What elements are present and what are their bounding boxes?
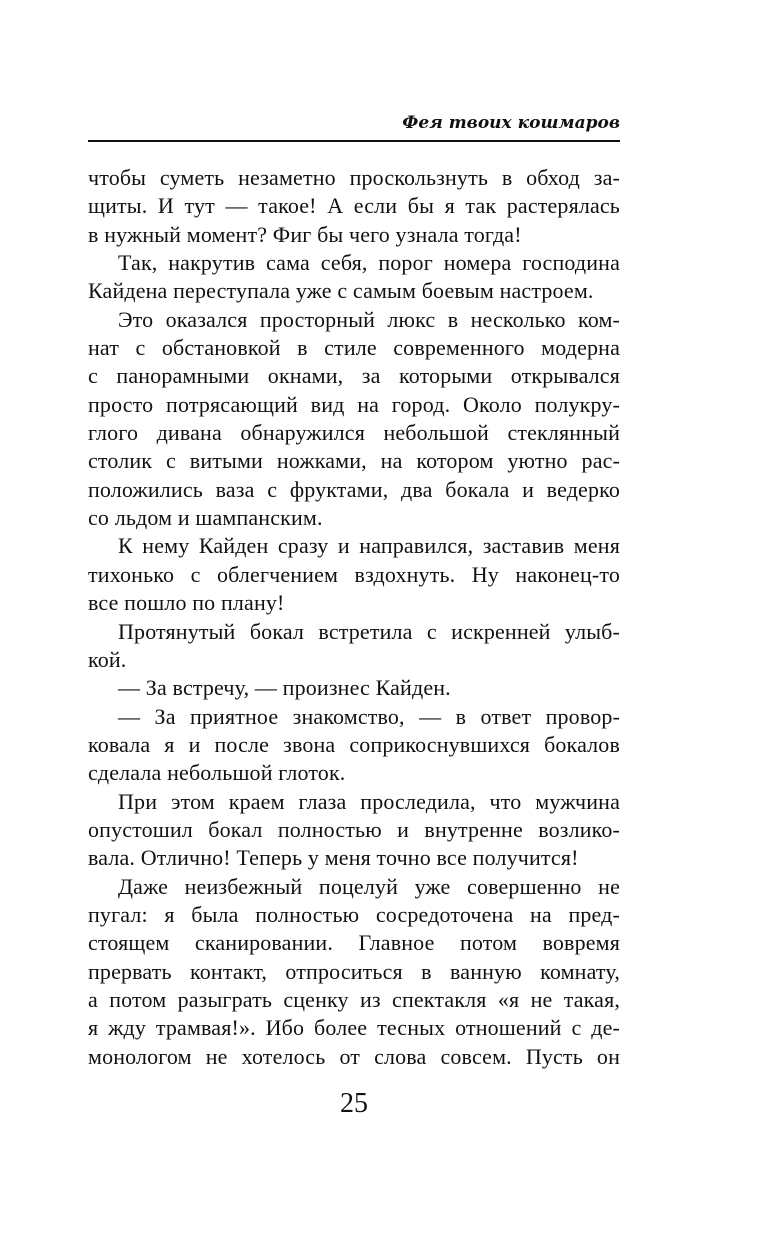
text-line: ковала я и после звона соприкоснувшихся бокалов: [88, 731, 620, 757]
text-line: а потом разыграть сценку из спектакля «я не такая,: [88, 986, 620, 1012]
text-line: сделала небольшой глоток.: [88, 760, 346, 786]
text-line: вала. Отлично! Теперь у меня точно все получится!: [88, 845, 579, 871]
text-line: стоящем сканировании. Главное потом вовремя: [88, 930, 620, 956]
text-line: положились ваза с фруктами, два бокала и ведерко: [88, 476, 620, 502]
body-text: [88, 164, 620, 1071]
text-line: прервать контакт, отпроситься в ванную комнату,: [88, 958, 620, 984]
text-line: К нему Кайден сразу и направился, заставив меня: [118, 533, 620, 559]
text-line: нат с обстановкой в стиле современного модерна: [88, 335, 620, 361]
text-line: монологом не хотелось от слова совсем. Пусть он: [88, 1043, 620, 1069]
text-line: столик с витыми ножками, на котором уютно рас-: [88, 448, 620, 474]
text-line: Кайдена переступала уже с самым боевым настроем.: [88, 278, 594, 304]
text-line: просто потрясающий вид на город. Около полукру-: [88, 391, 620, 417]
text-line: чтобы суметь незаметно проскользнуть в обход за-: [88, 165, 620, 190]
header-rule: [88, 140, 620, 142]
text-line: Так, накрутив сама себя, порог номера господина: [118, 250, 620, 276]
page-number: 25: [340, 1088, 368, 1119]
text-line: опустошил бокал полностью и внутренне возлико-: [88, 816, 620, 842]
text-line: Даже неизбежный поцелуй уже совершенно не: [118, 873, 620, 899]
text-line: в нужный момент? Фиг бы чего узнала тогда!: [88, 221, 522, 247]
text-line: пугал: я была полностью сосредоточена на пред-: [88, 901, 620, 927]
text-line: — За встречу, — произнес Кайден.: [118, 675, 451, 701]
text-line: кой.: [88, 646, 127, 672]
running-head: Фея твоих кошмаров: [402, 113, 620, 133]
text-line: с панорамными окнами, за которыми открывался: [88, 363, 620, 389]
text-line: тихонько с облегчением вздохнуть. Ну наконец-то: [88, 561, 620, 587]
text-line: со льдом и шампанским.: [88, 505, 323, 531]
text-line: щиты. И тут — такое! А если бы я так растерялась: [88, 193, 620, 219]
text-line: Это оказался просторный люкс в несколько ком-: [118, 306, 620, 332]
text-line: При этом краем глаза проследила, что мужчина: [118, 788, 620, 814]
text-line: все пошло по плану!: [88, 590, 285, 616]
text-line: глого дивана обнаружился небольшой стеклянный: [88, 420, 620, 446]
text-line: я жду трамвая!». Ибо более тесных отношений с де-: [88, 1015, 620, 1041]
text-line: Протянутый бокал встретила с искренней улыб-: [118, 618, 620, 644]
text-line: — За приятное знакомство, — в ответ провор-: [118, 703, 620, 729]
